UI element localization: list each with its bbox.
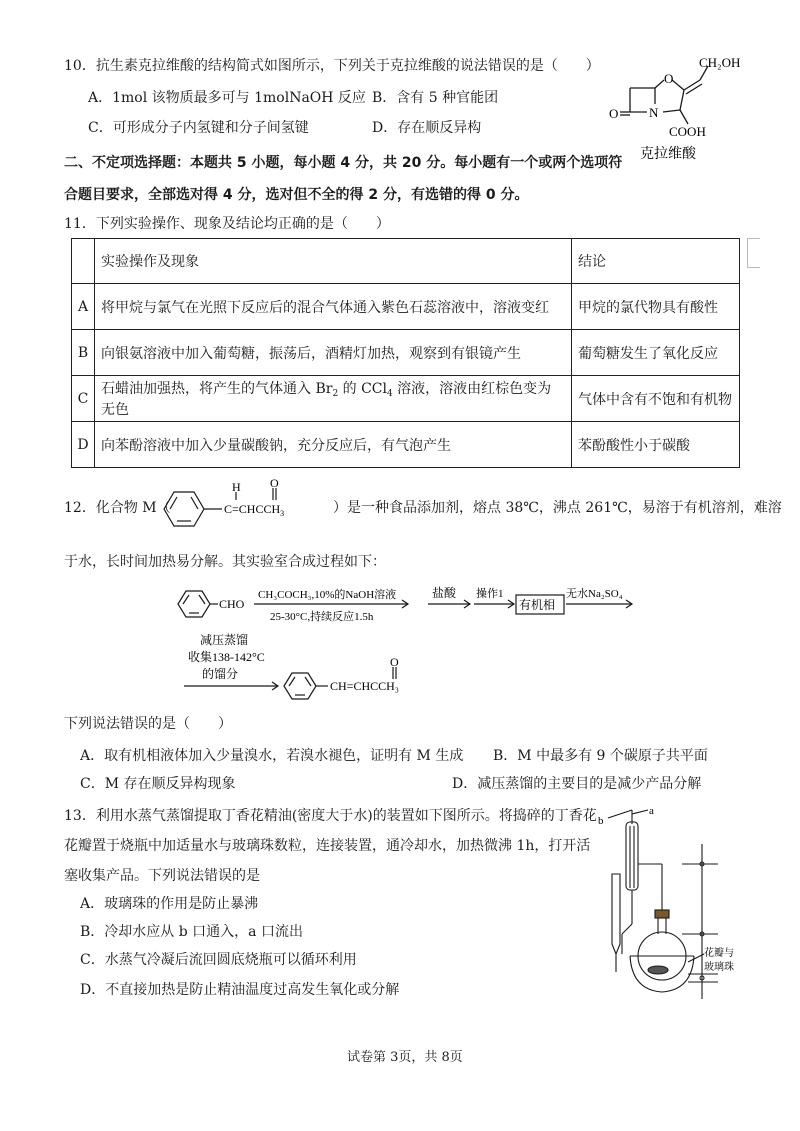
- q12-option-b: B．M 中最多有 9 个碳原子共平面: [493, 748, 708, 764]
- cooh-label: COOH: [669, 124, 706, 139]
- section2-line1: 二、不定项选择题：本题共 5 小题，每小题 4 分，共 20 分。每小题有一个或两个选项符: [64, 155, 623, 171]
- hcl-label: 盐酸: [432, 586, 457, 600]
- q12-option-a: A．取有机相液体加入少量溴水，若溴水褪色，证明有 M 生成: [80, 748, 464, 764]
- flask-label-line2: 玻璃珠: [704, 962, 734, 973]
- q13-stem-line2: 花瓣置于烧瓶中加适量水与玻璃珠数粒，连接装置，通冷却水，加热微沸 1h，打开活: [64, 838, 591, 854]
- label-a: a: [649, 805, 654, 817]
- q13-stem-line3: 塞收集产品。下列说法错误的是: [64, 868, 260, 884]
- header-operation-cell: 实验操作及现象: [95, 239, 572, 284]
- row-operation: 向银氨溶液中加入葡萄糖，振荡后，酒精灯加热，观察到有银镜产生: [95, 330, 572, 376]
- label-b: b: [598, 815, 604, 827]
- table-row: [72, 422, 740, 468]
- q11-table: [71, 238, 740, 468]
- dry-agent-label: 无水Na₂SO₄: [566, 588, 623, 600]
- op-text-2: 的 CCl: [338, 381, 387, 397]
- q12-stem-start: 12．化合物 M（: [64, 500, 171, 516]
- row-key: A: [72, 284, 95, 330]
- compound-m-structure: [150, 478, 335, 530]
- q10-option-b: B．含有 5 种官能团: [372, 90, 499, 106]
- synthesis-scheme: [170, 582, 640, 702]
- row-conclusion: 气体中含有不饱和有机物: [572, 376, 740, 422]
- distill-label-1: 减压蒸馏: [200, 633, 249, 647]
- row-operation: [95, 376, 572, 422]
- q10-stem: 10．抗生素克拉维酸的结构简式如图所示，下列关于克拉维酸的说法错误的是（ ）: [64, 58, 600, 74]
- q12-option-d: D．减压蒸馏的主要目的是减少产品分解: [452, 776, 702, 792]
- row-conclusion: 甲烷的氯代物具有酸性: [572, 284, 740, 330]
- section2-line2: 合题目要求，全部选对得 4 分，选对但不全的得 2 分，有选错的得 0 分。: [64, 187, 529, 203]
- q12-stem-line2: 于水，长时间加热易分解。其实验室合成过程如下：: [64, 554, 386, 570]
- row-conclusion: 苯酚酸性小于碳酸: [572, 422, 740, 468]
- q12-option-c: C．M 存在顺反异构现象: [80, 776, 236, 792]
- product-o-label: O: [390, 655, 399, 669]
- op-text-1: 石蜡油加强热，将产生的气体通入 Br: [101, 381, 333, 397]
- header-conclusion-cell: 结论: [572, 239, 740, 284]
- ch2oh-label: CH₂OH: [699, 55, 741, 70]
- distill-label-2: 收集138-142°C: [188, 650, 265, 664]
- structure-caption: 克拉维酸: [640, 146, 696, 162]
- q11-stem: 11．下列实验操作、现象及结论均正确的是（ ）: [64, 216, 390, 232]
- operation1-label: 操作1: [476, 588, 504, 600]
- op-text-3: 溶液，溶液由红棕色变为无色: [101, 381, 552, 418]
- row-operation: 向苯酚溶液中加入少量碳酸钠，充分反应后，有气泡产生: [95, 422, 572, 468]
- m-o-label: O: [270, 478, 279, 490]
- q10-option-c: C．可形成分子内氢键和分子间氢键: [88, 120, 309, 136]
- table-row: [72, 330, 740, 376]
- ring-oxygen-label: O: [664, 71, 674, 86]
- page-footer: 试卷第 3页，共 8页: [347, 1050, 463, 1065]
- q13-option-c: C．水蒸气冷凝后流回圆底烧瓶可以循环利用: [80, 952, 357, 968]
- row-key: D: [72, 422, 95, 468]
- q13-option-a: A．玻璃珠的作用是防止暴沸: [80, 896, 259, 912]
- q13-option-d: D．不直接加热是防止精油温度过高发生氧化或分解: [80, 982, 400, 998]
- op-sub-2: 4: [386, 389, 393, 399]
- flask-label-line1: 花瓣与: [704, 948, 734, 959]
- row-key: C: [72, 376, 95, 422]
- steam-distillation-apparatus: [592, 804, 752, 1004]
- product-chain-label: CH=CHCCH₃: [330, 679, 399, 693]
- reagent-top: CH₃COCH₃,10%的NaOH溶液: [258, 589, 397, 601]
- table-row: [72, 284, 740, 330]
- scroll-edge-marker: [747, 238, 760, 268]
- q13-stem-line1: 13．利用水蒸气蒸馏提取丁香花精油(密度大于水)的装置如下图所示。将捣碎的丁香花: [64, 808, 597, 824]
- row-operation: 将甲烷与氯气在光照下反应后的混合气体通入紫色石蕊溶液中，溶液变红: [95, 284, 572, 330]
- q10-option-a: A．1mol 该物质最多可与 1molNaOH 反应: [88, 90, 366, 106]
- q13-option-b: B．冷却水应从 b 口通入，a 口流出: [80, 924, 303, 940]
- cho-label: CHO: [219, 597, 245, 611]
- clavulanic-acid-structure: [600, 50, 760, 165]
- carbonyl-oxygen-label: O: [609, 106, 619, 121]
- row-key: B: [72, 330, 95, 376]
- table-row: [72, 376, 740, 422]
- organic-phase-label: 有机相: [519, 598, 556, 612]
- q12-question: 下列说法错误的是（ ）: [64, 716, 232, 732]
- table-header-row: [72, 239, 740, 284]
- distill-label-3: 的馏分: [202, 667, 239, 681]
- header-key-cell: [72, 239, 95, 284]
- q10-option-d: D．存在顺反异构: [372, 120, 482, 136]
- nitrogen-label: N: [649, 105, 659, 120]
- q12-stem-end: ）是一种食品添加剂，熔点 38℃，沸点 261℃，易溶于有机溶剂，难溶: [333, 500, 782, 516]
- m-h-label: H: [232, 480, 241, 494]
- reagent-bottom: 25-30°C,持续反应1.5h: [270, 611, 374, 623]
- op-sub-1: 2: [332, 389, 339, 399]
- m-chain-label: $C=CHCCH_3$: [224, 502, 285, 518]
- row-conclusion: 葡萄糖发生了氧化反应: [572, 330, 740, 376]
